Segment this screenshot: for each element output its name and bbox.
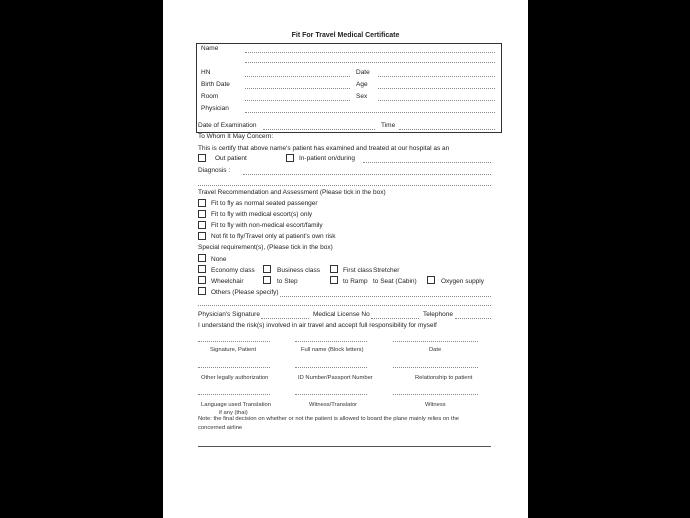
signature-line[interactable] — [393, 367, 478, 368]
physician-label: Physician — [201, 105, 229, 112]
signature-line[interactable] — [393, 341, 478, 342]
date-field[interactable] — [378, 76, 495, 77]
to-seat-label: to Seat (Cabin) — [373, 278, 417, 285]
business-checkbox[interactable] — [263, 265, 271, 273]
hn-label: HN — [201, 69, 211, 76]
sign-caption: ID Number/Passport Number — [298, 375, 373, 381]
recommendation-heading: Travel Recommendation and Assessment (Please tick in the box) — [198, 189, 386, 196]
name-label: Name — [201, 45, 219, 52]
oxygen-checkbox[interactable] — [427, 276, 435, 284]
sex-field[interactable] — [378, 100, 495, 101]
in-patient-label: In-patient on/during — [299, 155, 356, 162]
certify-text: This is certify that above name's patient has examined and treated at our hospital as an — [198, 145, 450, 152]
license-label: Medical License No — [313, 311, 370, 318]
out-patient-label: Out patient — [215, 155, 247, 162]
sign-caption: Witness — [425, 402, 446, 408]
physician-signature-field[interactable] — [261, 318, 309, 319]
age-field[interactable] — [378, 88, 495, 89]
others-checkbox[interactable] — [198, 287, 206, 295]
recommendation-checkbox[interactable] — [198, 199, 206, 207]
others-label: Others (Please specify) — [211, 289, 279, 296]
time-label: Time — [381, 122, 396, 129]
others-field-2[interactable] — [198, 305, 491, 306]
to-step-label: to Step — [277, 278, 298, 285]
none-checkbox[interactable] — [198, 254, 206, 262]
first-class-checkbox[interactable] — [330, 265, 338, 273]
age-label: Age — [356, 81, 368, 88]
physician-field[interactable] — [245, 112, 495, 113]
recommendation-option: Fit to fly as normal seated passenger — [211, 200, 318, 207]
in-patient-period-field[interactable] — [363, 162, 491, 163]
out-patient-checkbox[interactable] — [198, 154, 206, 162]
recommendation-option: Fit to fly with non-medical escort/family — [211, 222, 323, 229]
signature-line[interactable] — [198, 367, 270, 368]
understand-text: I understand the risk(s) involved in air travel and accept full responsibility for myself — [198, 322, 437, 329]
diagnosis-field[interactable] — [243, 174, 491, 175]
stretcher-label: Stretcher — [373, 267, 400, 274]
birth-date-field[interactable] — [245, 88, 350, 89]
none-label: None — [211, 256, 227, 263]
business-label: Business class — [277, 267, 320, 274]
time-field[interactable] — [399, 129, 495, 130]
sex-label: Sex — [356, 93, 368, 100]
signature-line[interactable] — [393, 394, 478, 395]
date-label: Date — [356, 69, 370, 76]
hn-field[interactable] — [245, 76, 350, 77]
wheelchair-label: Wheelchair — [211, 278, 244, 285]
signature-line[interactable] — [295, 394, 367, 395]
note-text-2: concerned airline — [198, 425, 243, 431]
physician-signature-label: Physician's Signature — [198, 311, 260, 318]
telephone-label: Telephone — [423, 311, 453, 318]
diagnosis-field-2[interactable] — [198, 185, 491, 186]
bottom-divider — [198, 446, 491, 447]
name-field[interactable] — [245, 52, 495, 53]
economy-checkbox[interactable] — [198, 265, 206, 273]
certificate-page — [163, 0, 528, 518]
page-title: Fit For Travel Medical Certificate — [291, 32, 400, 39]
room-label: Room — [201, 93, 219, 100]
telephone-field[interactable] — [455, 318, 491, 319]
economy-label: Economy class — [211, 267, 255, 274]
sign-caption: Language used Translation — [201, 402, 271, 408]
name-field-2[interactable] — [245, 62, 495, 63]
sign-caption: Relationship to patient — [415, 375, 473, 381]
sign-caption: Witness/Translator — [309, 402, 358, 408]
recommendation-checkbox[interactable] — [198, 210, 206, 218]
to-ramp-label: to Ramp — [343, 278, 368, 285]
recommendation-checkbox[interactable] — [198, 221, 206, 229]
oxygen-label: Oxygen supply — [441, 278, 484, 285]
exam-date-field[interactable] — [263, 129, 375, 130]
first-class-label: First class — [343, 267, 373, 274]
birth-date-label: Birth Date — [201, 81, 230, 88]
to-ramp-checkbox[interactable] — [330, 276, 338, 284]
recommendation-option: Not fit to fly/Travel only at patient's own risk — [211, 233, 336, 240]
sign-caption: Date — [429, 347, 442, 353]
to-step-checkbox[interactable] — [263, 276, 271, 284]
note-text: Note: the final decision on whether or not the patient is allowed to board the plane mainly relies on the — [198, 416, 460, 422]
recommendation-option: Fit to fly with medical escort(s) only — [211, 211, 313, 218]
translation-note: if any (thai) — [219, 410, 248, 416]
license-field[interactable] — [371, 318, 419, 319]
room-field[interactable] — [245, 100, 350, 101]
signature-line[interactable] — [198, 341, 270, 342]
sign-caption: Signature, Patient — [210, 347, 257, 353]
signature-line[interactable] — [198, 394, 270, 395]
recommendation-checkbox[interactable] — [198, 232, 206, 240]
others-field[interactable] — [280, 296, 491, 297]
exam-date-label: Date of Examination — [198, 122, 257, 129]
signature-line[interactable] — [295, 341, 367, 342]
special-heading: Special requirement(s), (Please tick in the box) — [198, 244, 333, 251]
in-patient-checkbox[interactable] — [286, 154, 294, 162]
sign-caption: Other legally authorization — [201, 375, 269, 381]
signature-line[interactable] — [295, 367, 367, 368]
diagnosis-label: Diagnosis : — [198, 167, 231, 174]
sign-caption: Full name (Block letters) — [301, 347, 364, 353]
wheelchair-checkbox[interactable] — [198, 276, 206, 284]
to-whom-text: To Whom It May Concern: — [198, 133, 274, 140]
